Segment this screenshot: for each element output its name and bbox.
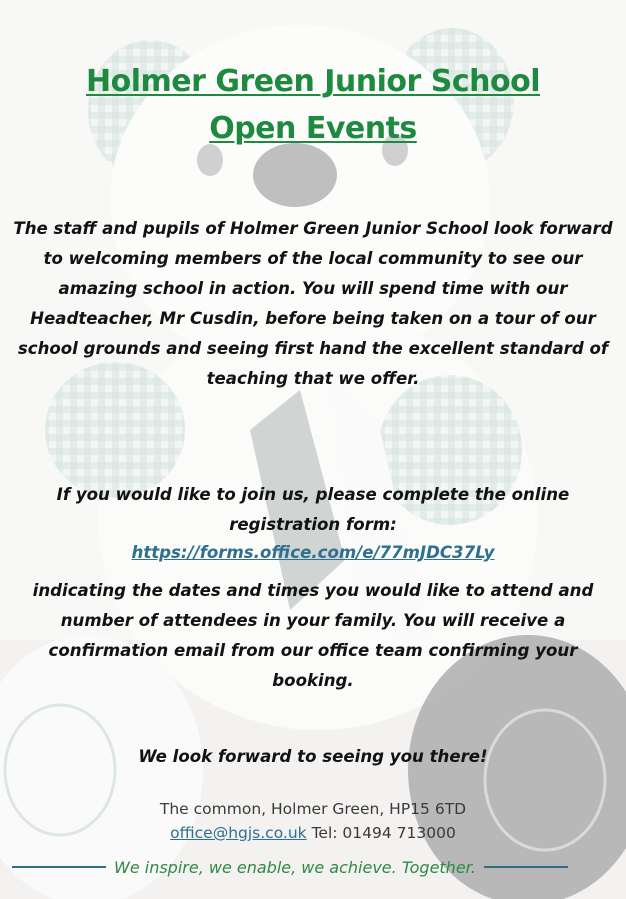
- office-email-link[interactable]: office@hgjs.co.uk: [170, 824, 307, 842]
- page-title: Holmer Green Junior School: [85, 64, 541, 99]
- registration-instructions: indicating the dates and times you would like to attend and number of attendees in your family. You will receive a confirmation email from our office team confirming your booking.: [32, 581, 594, 690]
- school-address: The common, Holmer Green, HP15 6TD: [159, 800, 467, 818]
- divider-left: [12, 866, 106, 868]
- page-subtitle: Open Events: [209, 111, 417, 146]
- contact-line: [0, 821, 626, 845]
- intro-paragraph: The staff and pupils of Holmer Green Junior School look forward to welcoming members of the local community to see our amazing school in action. You will spend time with our Headteacher, Mr Cusdin, before being taken on a tour of our school grounds and seeing first hand the excellent standard of teaching that we offer.: [13, 219, 613, 388]
- registration-prompt: If you would like to join us, please complete the online registration form:: [56, 485, 570, 534]
- closing-message: We look forward to seeing you there!: [138, 747, 488, 766]
- school-motto: We inspire, we enable, we achieve. Together.: [114, 857, 476, 877]
- telephone-number: Tel: 01494 713000: [311, 824, 456, 842]
- motto-row: [12, 854, 602, 880]
- registration-form-link[interactable]: https://forms.office.com/e/77mJDC37Ly: [131, 543, 495, 562]
- divider-right: [484, 866, 568, 868]
